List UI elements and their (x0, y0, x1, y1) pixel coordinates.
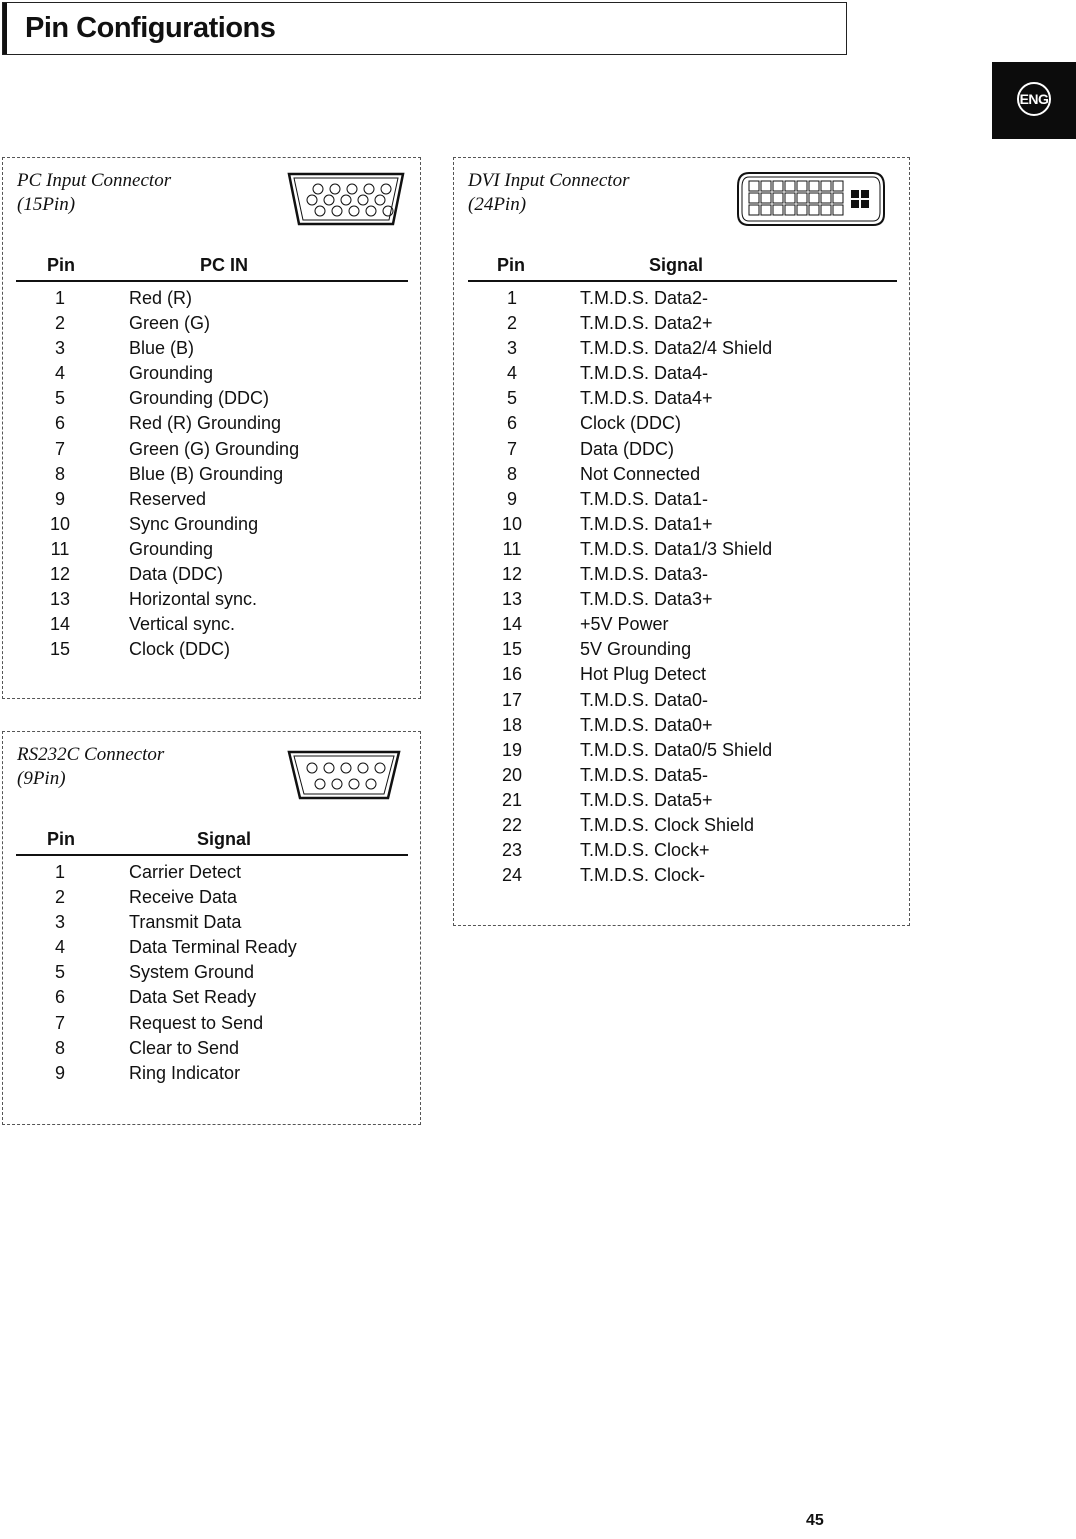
rs232c-rows (3, 860, 422, 1086)
table-row (454, 863, 911, 888)
pin-signal: Vertical sync. (129, 614, 236, 635)
table-row (454, 386, 911, 411)
dvi-input-header-rule (468, 280, 897, 282)
table-row (454, 662, 911, 687)
table-row (3, 512, 422, 537)
pc-input-header-rule (16, 280, 408, 282)
pin-number: 19 (501, 739, 523, 760)
table-row (3, 885, 422, 910)
pin-number: 8 (506, 463, 517, 484)
table-row (454, 487, 911, 512)
dvi-input-title: DVI Input Connector (468, 170, 630, 191)
table-row (454, 587, 911, 612)
pin-signal: Horizontal sync. (129, 589, 258, 610)
pin-signal: 5V Grounding (580, 639, 692, 660)
pin-signal: T.M.D.S. Data4- (580, 363, 709, 384)
pin-number: 10 (49, 513, 71, 534)
pin-signal: Grounding (129, 538, 214, 559)
dvi-input-subtitle: (24Pin) (468, 194, 527, 215)
table-row (3, 935, 422, 960)
page-number: 45 (806, 1512, 824, 1529)
table-row (454, 763, 911, 788)
table-row (454, 637, 911, 662)
pin-signal: Carrier Detect (129, 862, 242, 882)
table-row (454, 562, 911, 587)
pin-number: 16 (501, 664, 523, 685)
pin-number: 1 (506, 288, 517, 308)
rs232c-header-signal: Signal (197, 829, 252, 849)
table-row (3, 462, 422, 487)
pin-number: 9 (54, 1062, 65, 1083)
vga-connector-icon (286, 170, 406, 228)
table-row (3, 487, 422, 512)
pin-number: 18 (501, 714, 523, 735)
table-row (3, 562, 422, 587)
table-row (454, 838, 911, 863)
pin-signal: Data Terminal Ready (129, 937, 297, 958)
table-row (3, 437, 422, 462)
table-row (454, 713, 911, 738)
pin-signal: T.M.D.S. Clock- (580, 865, 706, 886)
pin-signal: T.M.D.S. Data4+ (580, 388, 713, 409)
pin-number: 13 (49, 589, 71, 610)
pin-signal: Ring Indicator (129, 1062, 241, 1083)
pin-number: 6 (506, 413, 517, 434)
pin-signal: Sync Grounding (129, 513, 259, 534)
dvi-input-header-signal: Signal (649, 255, 704, 275)
pin-signal: T.M.D.S. Data5+ (580, 789, 713, 810)
pin-number: 2 (506, 313, 517, 334)
table-row (454, 336, 911, 361)
pin-signal: T.M.D.S. Data1/3 Shield (580, 538, 773, 559)
table-row (454, 612, 911, 637)
pin-number: 24 (501, 865, 523, 886)
pin-signal: Transmit Data (129, 912, 242, 933)
pin-signal: +5V Power (580, 614, 669, 635)
pin-number: 1 (54, 862, 65, 882)
pin-signal: T.M.D.S. Data2/4 Shield (580, 338, 773, 359)
table-row (3, 336, 422, 361)
pc-input-panel (2, 157, 421, 699)
table-row (454, 361, 911, 386)
table-row (3, 386, 422, 411)
pin-number: 4 (54, 363, 65, 384)
pin-signal: Clock (DDC) (580, 413, 681, 434)
table-row (3, 637, 422, 662)
pin-number: 12 (49, 564, 71, 585)
pin-number: 15 (501, 639, 523, 660)
rs232c-header-pin: Pin (47, 829, 76, 849)
table-row (3, 537, 422, 562)
pin-number: 7 (54, 438, 65, 459)
language-tab (992, 62, 1076, 139)
pin-number: 3 (54, 912, 65, 933)
pin-number: 6 (54, 413, 65, 434)
pc-input-header-signal: PC IN (200, 255, 249, 275)
table-row (3, 985, 422, 1010)
pin-signal: Request to Send (129, 1012, 264, 1033)
pin-number: 13 (501, 589, 523, 610)
table-row (454, 788, 911, 813)
pin-signal: T.M.D.S. Data2+ (580, 313, 713, 334)
table-row (454, 462, 911, 487)
pin-signal: Green (G) Grounding (129, 438, 300, 459)
pin-number: 14 (49, 614, 71, 635)
table-row (3, 361, 422, 386)
page-title-box (2, 2, 847, 55)
pin-signal: Green (G) (129, 313, 211, 334)
pin-number: 4 (506, 363, 517, 384)
pin-number: 3 (506, 338, 517, 359)
pin-signal: T.M.D.S. Data3+ (580, 589, 713, 610)
pin-signal: T.M.D.S. Data0- (580, 689, 709, 710)
table-row (454, 688, 911, 713)
pin-number: 8 (54, 1037, 65, 1058)
pin-number: 14 (501, 614, 523, 635)
pin-number: 10 (501, 513, 523, 534)
pin-signal: System Ground (129, 962, 255, 983)
pin-number: 9 (506, 488, 517, 509)
table-row (454, 437, 911, 462)
page-title: Pin Configurations (25, 12, 276, 44)
pin-signal: T.M.D.S. Data0/5 Shield (580, 739, 773, 760)
serial-connector-icon (286, 748, 402, 802)
table-row (454, 738, 911, 763)
table-row (3, 910, 422, 935)
pin-number: 6 (54, 987, 65, 1008)
pin-number: 23 (501, 840, 523, 861)
table-row (454, 512, 911, 537)
pin-signal: Grounding (DDC) (129, 388, 270, 409)
table-row (454, 813, 911, 838)
pin-number: 22 (501, 814, 523, 835)
pin-signal: Receive Data (129, 887, 238, 908)
table-row (454, 411, 911, 436)
pin-signal: Red (R) (129, 288, 193, 308)
pin-number: 8 (54, 463, 65, 484)
pin-number: 2 (54, 887, 65, 908)
pin-signal: Blue (B) (129, 338, 195, 359)
pin-signal: Blue (B) Grounding (129, 463, 284, 484)
pin-number: 9 (54, 488, 65, 509)
table-row (3, 1011, 422, 1036)
language-badge: ENG (1017, 82, 1051, 116)
pin-number: 4 (54, 937, 65, 958)
table-row (454, 286, 911, 311)
pin-number: 2 (54, 313, 65, 334)
table-row (3, 1061, 422, 1086)
pin-number: 7 (54, 1012, 65, 1033)
table-row (3, 311, 422, 336)
pin-signal: Hot Plug Detect (580, 664, 707, 685)
pin-signal: T.M.D.S. Data0+ (580, 714, 713, 735)
rs232c-panel (2, 731, 421, 1125)
table-row (3, 1036, 422, 1061)
pin-signal: T.M.D.S. Data1+ (580, 513, 713, 534)
pin-signal: T.M.D.S. Clock+ (580, 840, 710, 861)
pin-signal: Clock (DDC) (129, 639, 230, 660)
pin-number: 5 (54, 962, 65, 983)
pin-signal: Data (DDC) (580, 438, 675, 459)
table-row (3, 587, 422, 612)
pin-signal: T.M.D.S. Data5- (580, 764, 709, 785)
pin-number: 5 (54, 388, 65, 409)
pin-number: 3 (54, 338, 65, 359)
rs232c-title: RS232C Connector (17, 744, 165, 765)
rs232c-header-rule (16, 854, 408, 856)
rs232c-subtitle: (9Pin) (17, 768, 66, 789)
pc-input-rows (3, 286, 422, 662)
pin-number: 1 (54, 288, 65, 308)
dvi-input-rows (454, 286, 911, 888)
table-row (454, 311, 911, 336)
pin-signal: Reserved (129, 488, 207, 509)
pin-signal: Clear to Send (129, 1037, 240, 1058)
pin-number: 15 (49, 639, 71, 660)
dvi-connector-icon (735, 170, 887, 228)
pin-signal: T.M.D.S. Clock Shield (580, 814, 755, 835)
dvi-input-panel (453, 157, 910, 926)
table-row (3, 860, 422, 885)
pin-number: 5 (506, 388, 517, 409)
pc-input-header-pin: Pin (47, 255, 76, 275)
pin-signal: T.M.D.S. Data2- (580, 288, 709, 308)
pin-number: 21 (501, 789, 523, 810)
pin-number: 7 (506, 438, 517, 459)
pin-number: 17 (501, 689, 523, 710)
pin-number: 11 (50, 538, 70, 559)
table-row (454, 537, 911, 562)
pin-signal: T.M.D.S. Data1- (580, 488, 709, 509)
table-row (3, 612, 422, 637)
pin-signal: Not Connected (580, 463, 701, 484)
pin-signal: Red (R) Grounding (129, 413, 282, 434)
pin-signal: T.M.D.S. Data3- (580, 564, 709, 585)
pin-signal: Data Set Ready (129, 987, 257, 1008)
table-row (3, 286, 422, 311)
pin-number: 11 (502, 538, 522, 559)
pin-signal: Data (DDC) (129, 564, 224, 585)
pc-input-subtitle: (15Pin) (17, 194, 76, 215)
pin-number: 12 (501, 564, 523, 585)
pin-signal: Grounding (129, 363, 214, 384)
pc-input-title: PC Input Connector (17, 170, 172, 191)
table-row (3, 960, 422, 985)
pin-number: 20 (501, 764, 523, 785)
dvi-input-header-pin: Pin (497, 255, 526, 275)
table-row (3, 411, 422, 436)
